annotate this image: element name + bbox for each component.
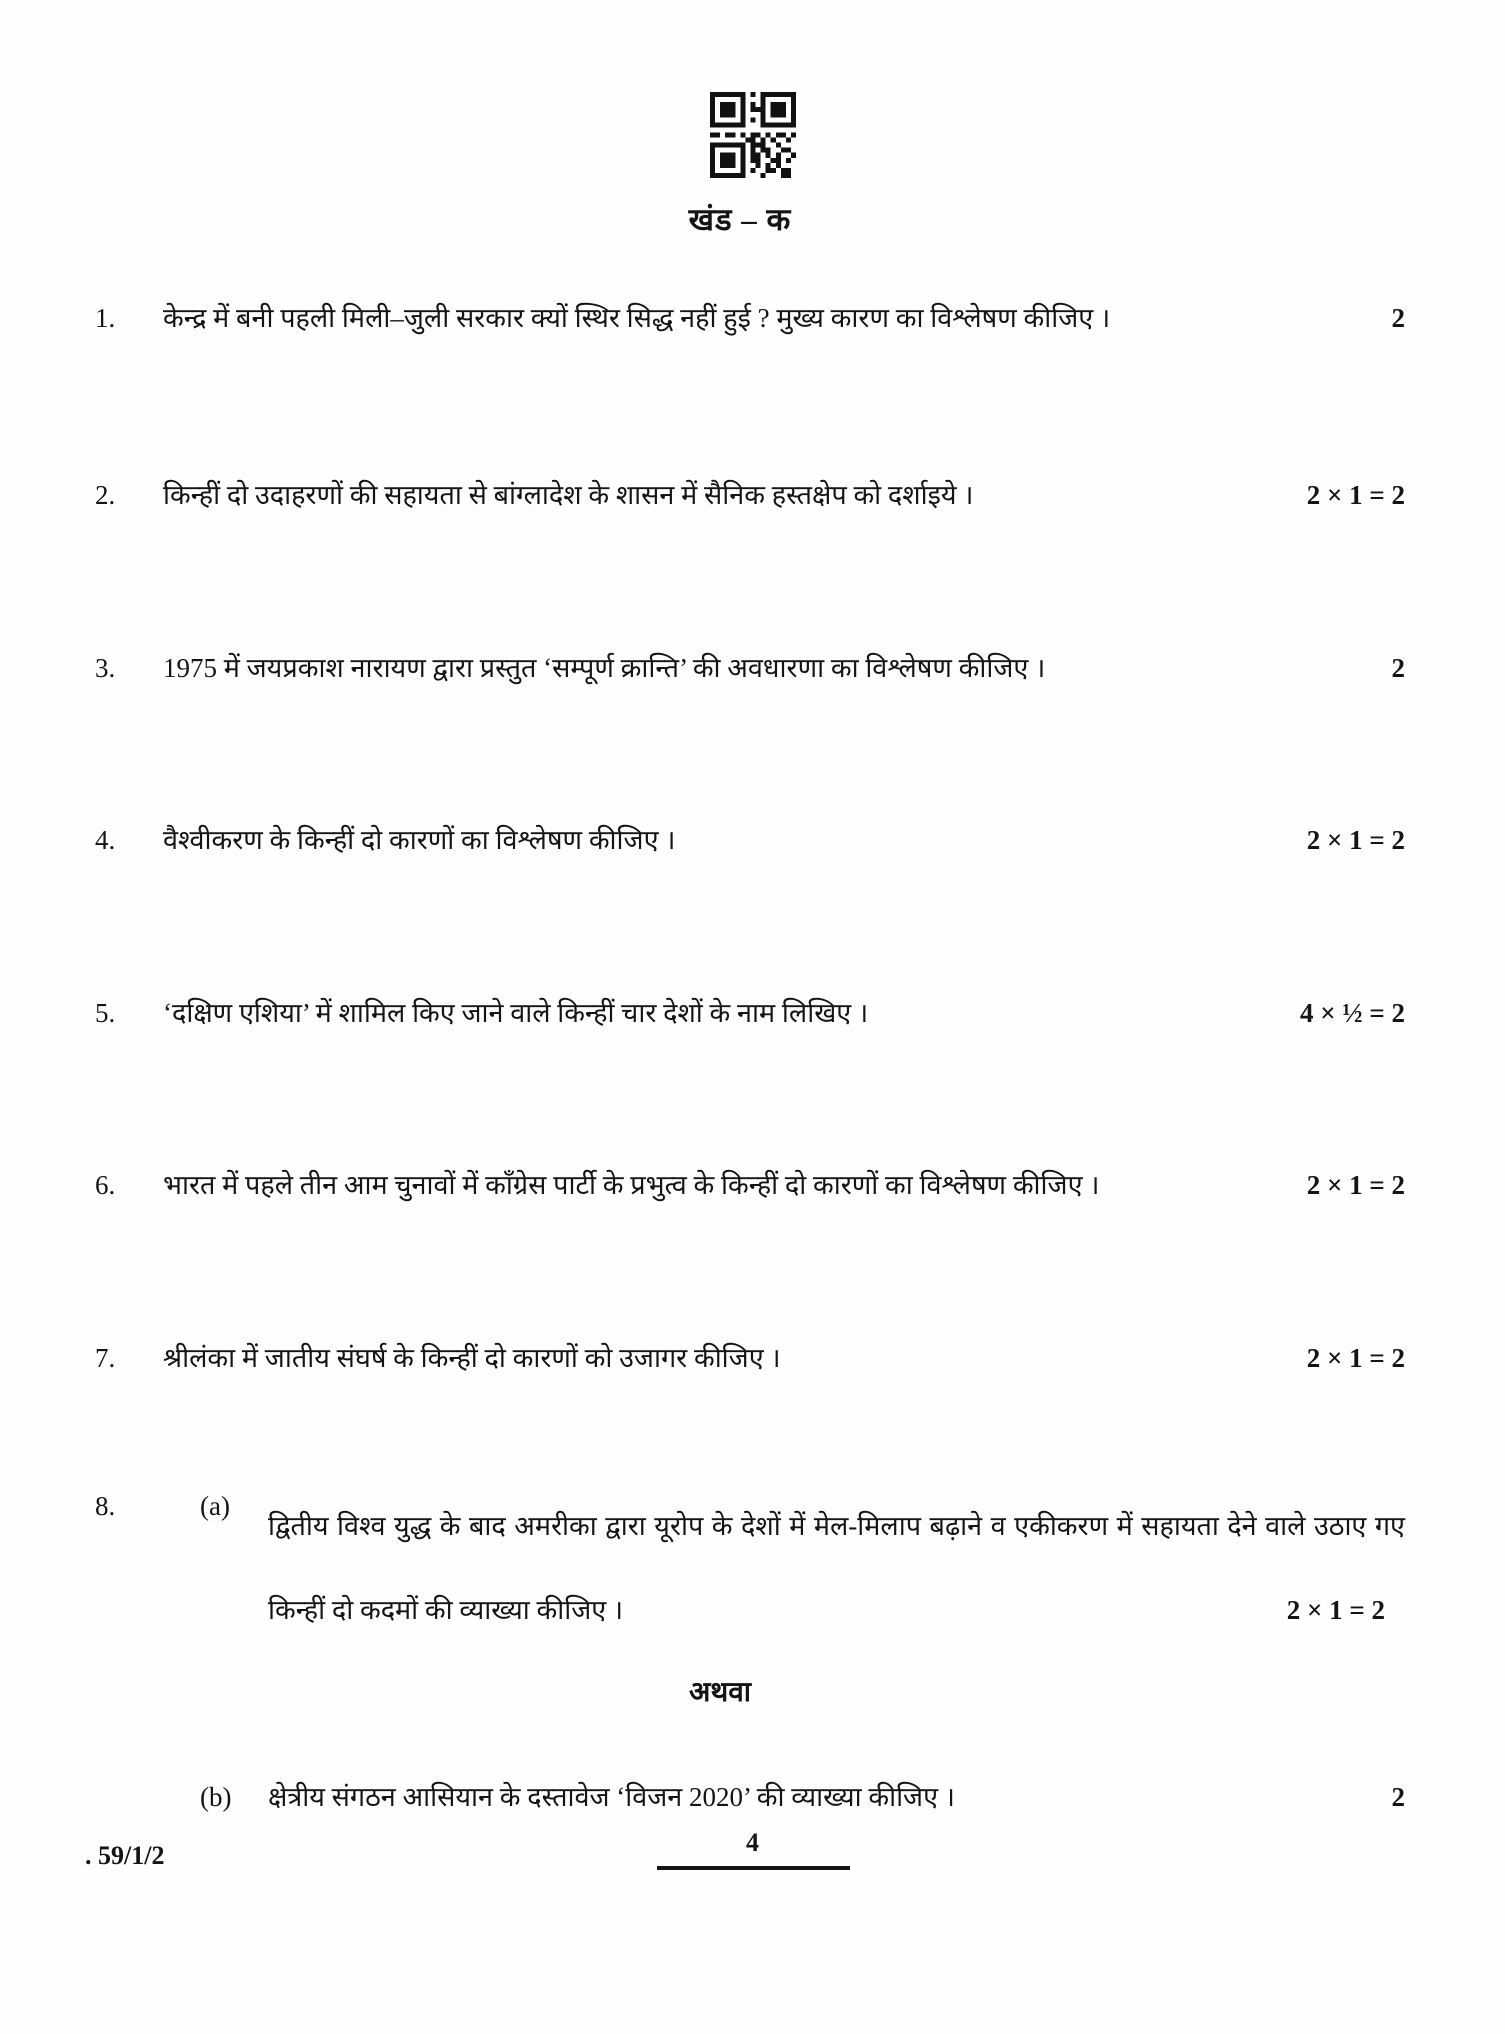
question-row-8a	[95, 1484, 1405, 1652]
question-number: 3.	[95, 653, 116, 683]
question-text: केन्द्र में बनी पहली मिली–जुली सरकार क्यों स्थिर सिद्ध नहीं हुई ? मुख्य कारण का विश्लेषण कीजिए ।	[163, 303, 1111, 333]
question-row-1	[95, 296, 1405, 340]
question-number: 6.	[95, 1170, 116, 1200]
question-text: श्रीलंका में जातीय संघर्ष के किन्हीं दो कारणों को उजागर कीजिए ।	[163, 1343, 781, 1373]
qr-code-icon	[710, 92, 796, 178]
question-marks: 2	[1391, 303, 1405, 333]
question-marks: 2 × 1 = 2	[1306, 480, 1405, 510]
question-number: 1.	[95, 303, 116, 333]
subquestion-label-b: (b)	[200, 1782, 232, 1812]
question-marks: 2 × 1 = 2	[1286, 1595, 1385, 1625]
question-row-3	[95, 646, 1405, 690]
question-text: भारत में पहले तीन आम चुनावों में काँग्रेस पार्टी के प्रभुत्व के किन्हीं दो कारणों का विश्लेषण कीजिए ।	[163, 1170, 1100, 1200]
question-marks: 4 × ½ = 2	[1299, 998, 1405, 1028]
question-row-8b	[95, 1775, 1405, 1819]
question-marks: 2 × 1 = 2	[1306, 825, 1405, 855]
question-text: क्षेत्रीय संगठन आसियान के दस्तावेज ‘विजन 2020’ की व्याख्या कीजिए ।	[268, 1782, 956, 1812]
question-marks: 2 × 1 = 2	[1306, 1170, 1405, 1200]
question-row-6	[95, 1163, 1405, 1207]
question-row-7	[95, 1336, 1405, 1380]
question-text: वैश्वीकरण के किन्हीं दो कारणों का विश्लेषण कीजिए ।	[163, 825, 676, 855]
question-row-4	[95, 818, 1405, 862]
question-text: ‘दक्षिण एशिया’ में शामिल किए जाने वाले किन्हीं चार देशों के नाम लिखिए ।	[163, 998, 869, 1028]
question-row-5	[95, 991, 1405, 1035]
question-marks: 2	[1391, 653, 1405, 683]
question-marks: 2	[1391, 1782, 1405, 1812]
question-number: 8.	[95, 1491, 116, 1521]
or-separator: अथवा	[688, 1677, 752, 1708]
page-number: 4	[746, 1828, 759, 1857]
question-text: द्वितीय विश्व युद्ध के बाद अमरीका द्वारा यूरोप के देशों में मेल-मिलाप बढ़ाने व एकीकरण में सहायता देने वाले उठाए गए किन्हीं दो कदमों की व्याख्या कीजिए ।	[268, 1511, 1405, 1625]
page-number-underline	[657, 1866, 850, 1870]
question-number: 5.	[95, 998, 116, 1028]
question-number: 4.	[95, 825, 116, 855]
question-number: 2.	[95, 480, 116, 510]
question-marks: 2 × 1 = 2	[1306, 1343, 1405, 1373]
question-row-2	[95, 473, 1405, 517]
question-text: किन्हीं दो उदाहरणों की सहायता से बांग्लादेश के शासन में सैनिक हस्तक्षेप को दर्शाइये ।	[163, 480, 974, 510]
subquestion-label-a: (a)	[200, 1491, 230, 1521]
paper-code: . 59/1/2	[85, 1841, 165, 1870]
section-heading: खंड – क	[688, 202, 792, 237]
question-number: 7.	[95, 1343, 116, 1373]
question-text: 1975 में जयप्रकाश नारायण द्वारा प्रस्तुत ‘सम्पूर्ण क्रान्ति’ की अवधारणा का विश्लेषण कीजिए ।	[163, 653, 1046, 683]
